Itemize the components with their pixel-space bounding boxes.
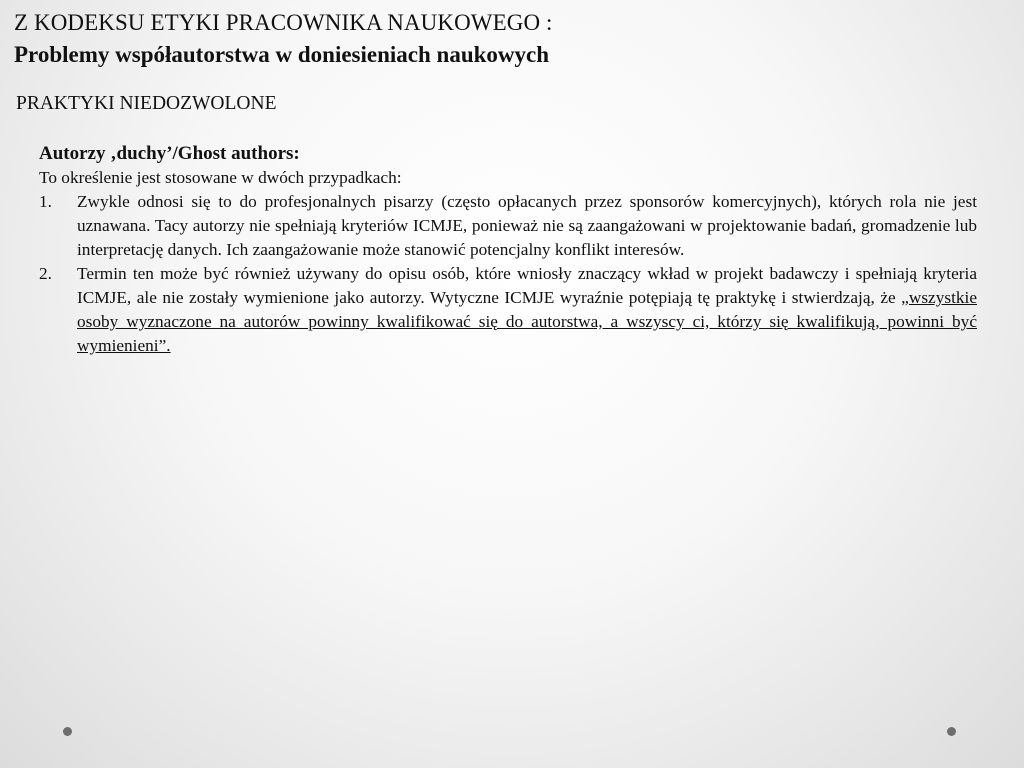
list-item-text: Termin ten może być również używany do opisu osób, które wniosły znaczący wkład w projekt badawczy i spełniają kryteria ICMJE, ale nie zostały wymienione jako autorzy. Wytyczne ICMJE wyraźnie potępiają tę praktykę i stwierdzają, że <box>77 264 977 307</box>
bullet-dot-left <box>63 727 72 736</box>
list-item <box>39 190 977 262</box>
ghost-authors-heading: Autorzy ‚duchy’/Ghost authors: <box>39 143 300 164</box>
content-body <box>39 142 977 358</box>
numbered-list <box>39 190 977 358</box>
list-item-number: 1. <box>39 192 52 211</box>
intro-text: To określenie jest stosowane w dwóch przypadkach: <box>39 168 402 187</box>
section-heading: PRAKTYKI NIEDOZWOLONE <box>16 93 277 114</box>
slide-title: Z KODEKSU ETYKI PRACOWNIKA NAUKOWEGO : <box>14 10 553 35</box>
bullet-dot-right <box>947 727 956 736</box>
icmje-quote: „wszystkie osoby wyznaczone na autorów powinny kwalifikować się do autorstwa, a wszyscy ci, którzy się kwalifikują, powinni być wymienieni”. <box>77 288 977 355</box>
list-item <box>39 262 977 358</box>
list-item-text: Zwykle odnosi się to do profesjonalnych pisarzy (często opłacanych przez sponsorów komercyjnych), których rola nie jest uznawana. Tacy autorzy nie spełniają kryteriów ICMJE, ponieważ nie są zaangażowani w projektowanie badań, gromadzenie lub interpretację danych. Ich zaangażowanie może stanowić potencjalny konflikt interesów. <box>77 192 977 259</box>
slide-subtitle: Problemy współautorstwa w doniesieniach naukowych <box>14 42 550 67</box>
list-item-number: 2. <box>39 264 52 283</box>
